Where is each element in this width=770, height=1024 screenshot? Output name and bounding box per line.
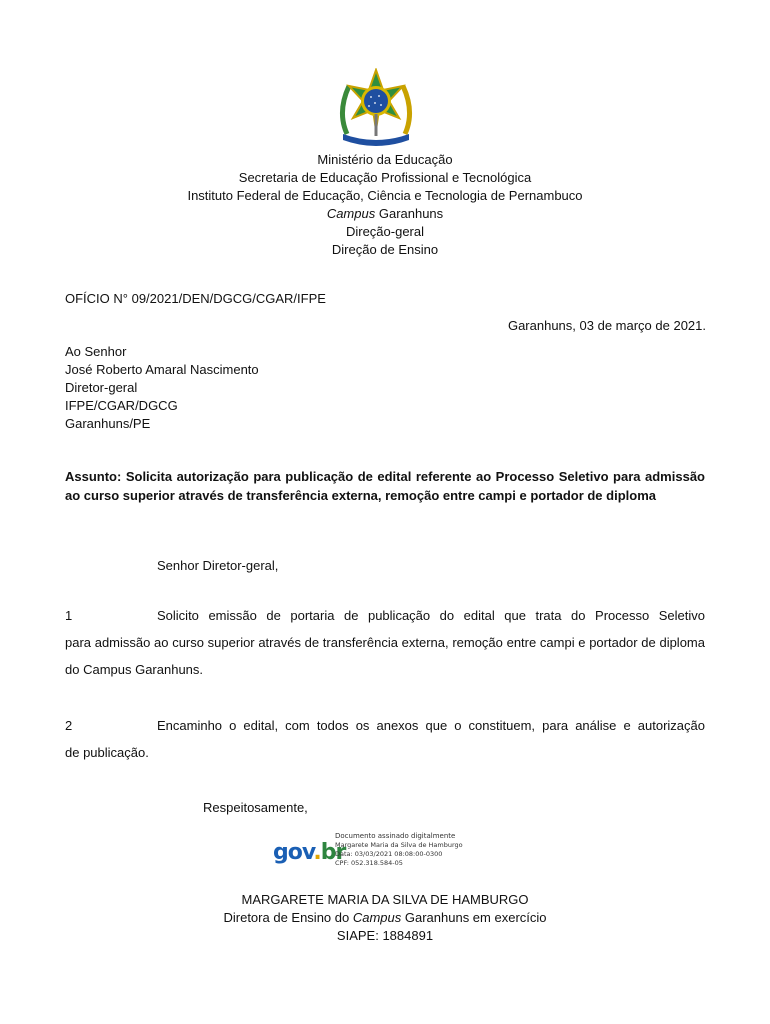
recipient-line: Garanhuns/PE [65,416,151,431]
paragraph-first-line: Encaminho o edital, com todos os anexos que o constituem, para análise e autorização [157,718,705,733]
letterhead-line: Ministério da Educação [317,152,453,167]
paragraph-first-line: Solicito emissão de portaria de publicação do edital que trata do Processo Seletivo [157,608,705,623]
signature-line: Data: 03/03/2021 08:08:00-0300 [335,850,443,858]
brazil-coat-of-arms-icon [333,68,419,148]
signature-details [335,832,463,868]
paragraph-1 [65,602,705,683]
recipient-line: Diretor-geral [65,380,138,395]
paragraph-body: para admissão ao curso superior através de transferência externa, remoção entre campi e portador de diploma do Campus Garanhuns. [65,635,705,677]
recipient-line: Ao Senhor [65,344,127,359]
campus-name: Garanhuns [375,206,444,221]
letterhead-line: Secretaria de Educação Profissional e Tecnológica [238,170,532,185]
signatory-role: Diretora de Ensino do Campus Garanhuns em exercício [223,910,547,925]
recipient-block [65,343,259,433]
recipient-line: IFPE/CGAR/DGCG [65,398,178,413]
letterhead-line [0,205,770,223]
closing: Respeitosamente, [203,800,308,815]
oficio-number: OFÍCIO N° 09/2021/DEN/DGCG/CGAR/IFPE [65,291,326,306]
campus-italic: Campus [326,206,376,221]
paragraph-number: 2 [65,718,73,733]
signatory-block [0,891,770,945]
digital-signature [273,832,473,874]
subject: Assunto: Solicita autorização para publicação de edital referente ao Processo Seletivo para admissão ao curso superior através de transferência externa, remoção entre campi e portador de diploma [65,469,705,503]
govbr-logo-icon: gov.br [273,840,346,865]
document-date: Garanhuns, 03 de março de 2021. [507,318,706,333]
salutation: Senhor Diretor-geral, [157,558,279,573]
signatory-name: MARGARETE MARIA DA SILVA DE HAMBURGO [241,892,529,907]
signature-line: CPF: 052.318.584-05 [335,859,403,867]
paragraph-number: 1 [65,608,73,623]
signature-line: Margarete Maria da Silva de Hamburgo [335,841,463,849]
recipient-line: José Roberto Amaral Nascimento [65,362,259,377]
signature-line: Documento assinado digitalmente [335,832,456,840]
letterhead-line: Direção-geral [345,224,425,239]
letterhead-line: Instituto Federal de Educação, Ciência e Tecnologia de Pernambuco [187,188,583,203]
paragraph-2 [65,712,705,766]
paragraph-body: de publicação. [65,745,149,760]
letterhead [0,151,770,259]
letterhead-line: Direção de Ensino [331,242,439,257]
signatory-siape: SIAPE: 1884891 [336,928,434,943]
